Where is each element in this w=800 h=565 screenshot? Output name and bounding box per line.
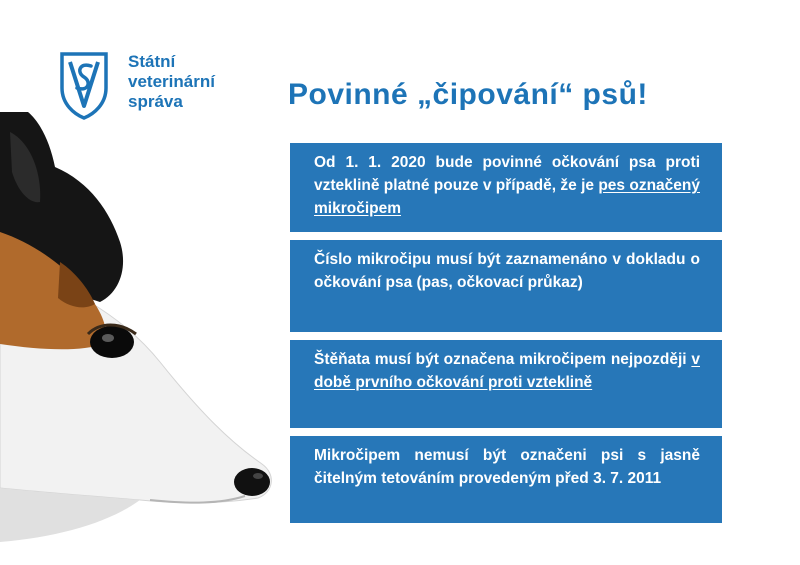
info-box-underlined-text: pes označený mikročipem — [314, 177, 700, 217]
info-box-puppies — [290, 340, 722, 428]
info-boxes — [290, 143, 722, 531]
logo-line-2: veterinární — [128, 72, 215, 91]
logo-text — [128, 52, 215, 112]
info-box-text: Štěňata musí být označena mikročipem nejpozději — [314, 351, 692, 368]
page-title: Povinné „čipování“ psů! — [288, 78, 648, 111]
svs-emblem-icon — [58, 50, 110, 120]
info-box-underlined-text: v době prvního očkování proti vzteklině — [314, 351, 700, 391]
logo-line-3: správa — [128, 92, 183, 111]
info-box-text: Mikročipem nemusí být označeni psi s jasně čitelným tetováním provedeným před 3. 7. 2011 — [314, 447, 700, 487]
info-box-tattoo-exception — [290, 436, 722, 523]
dog-head-icon — [0, 112, 290, 552]
info-box-text: Od 1. 1. 2020 bude povinné očkování psa proti vzteklině platné pouze v případě, že je — [314, 154, 700, 194]
info-box-chip-number — [290, 240, 722, 332]
logo-line-1: Státní — [128, 52, 176, 71]
info-box-vaccination — [290, 143, 722, 232]
info-box-text: Číslo mikročipu musí být zaznamenáno v dokladu o očkování psa (pas, očkovací průkaz) — [314, 251, 700, 291]
